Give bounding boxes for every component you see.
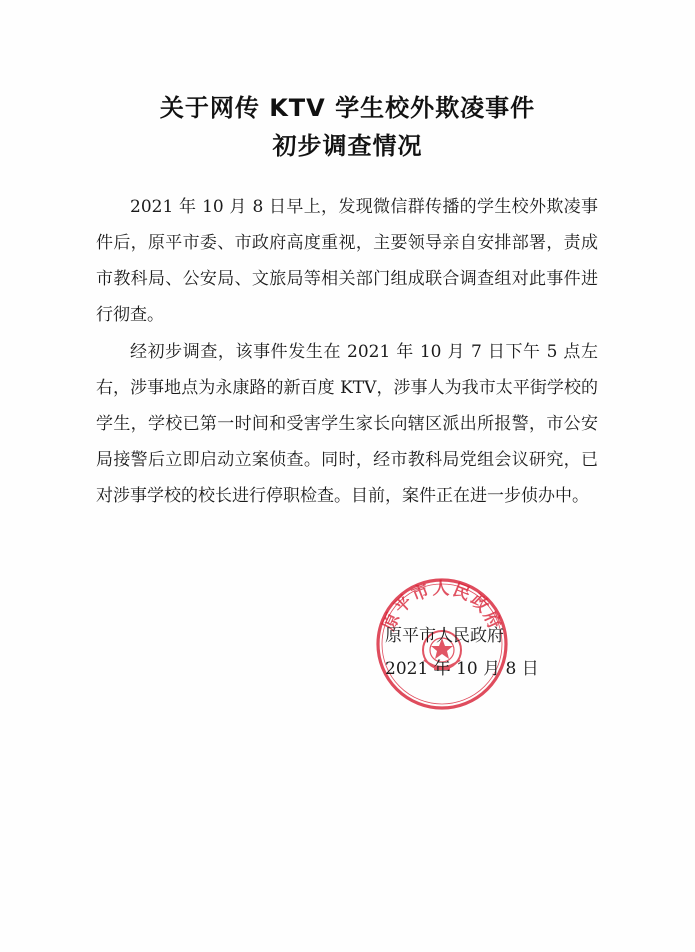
signature-organization: 原平市人民政府 (385, 626, 504, 646)
signature-date: 2021 年 10 月 8 日 (385, 659, 539, 679)
seal-text-path: 原平市人民政府 (378, 578, 506, 634)
document-title-line1: 关于网传 KTV 学生校外欺凌事件 (159, 94, 536, 122)
body-paragraph-1: 2021 年 10 月 8 日早上，发现微信群传播的学生校外欺凌事件后，原平市委、市政府高度重视，主要领导亲自安排部署，责成市教科局、公安局、文旅局等相关部门组成联合调查组对此事件进行彻查。 (96, 197, 598, 325)
body-paragraph-2: 经初步调查，该事件发生在 2021 年 10 月 7 日下午 5 点左右，涉事地点为永康路的新百度 KTV，涉事人为我市太平街学校的学生，学校已第一时间和受害学生家长向辖区派出所报警，市公安局接警后立即启动立案侦查。同时，经市教科局党组会议研究，已对涉事学校的校长进行停职检查。目前，案件正在进一步侦办中。 (96, 342, 598, 506)
document-title-line2: 初步调查情况 (272, 132, 423, 160)
